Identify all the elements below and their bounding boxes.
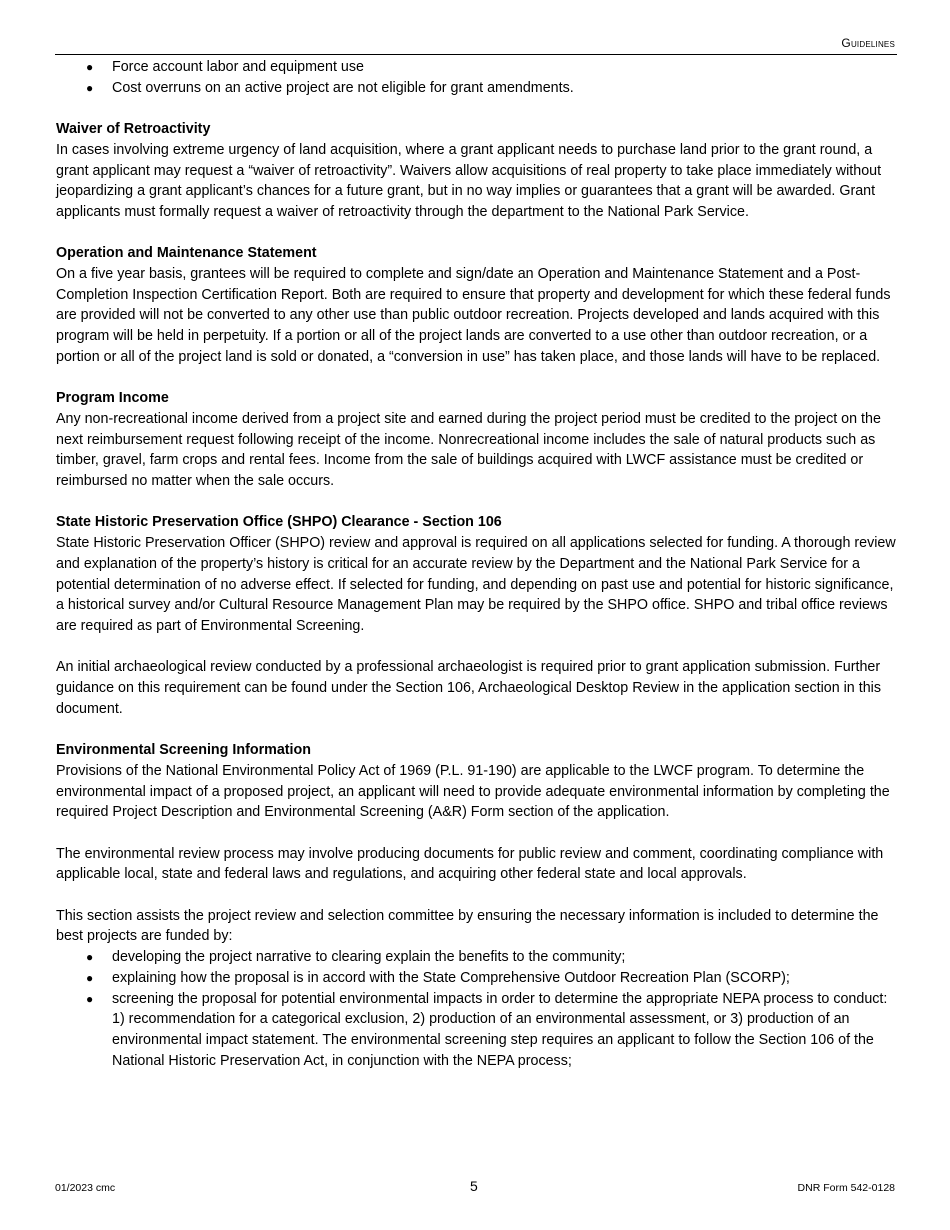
form-number: DNR Form 542-0128	[797, 1182, 895, 1194]
document-body	[56, 57, 898, 1071]
page-number: 5	[470, 1178, 478, 1194]
header-title: Guidelines	[841, 36, 895, 50]
section-body-om: On a five year basis, grantees will be required to complete and sign/date an Operation and Maintenance Statement and a Post-Completion Inspection Certification Report. Both are required to ensure that property and development for which these federal funds are provided will not be converted to any other use than public outdoor recreation. Projects developed and lands acquired with this program will be held in perpetuity. If a portion or all of the project lands are converted to a use other than outdoor recreation, or a portion or all of the project land is sold or donated, a “conversion in use” has taken place, and those lands will have to be replaced.	[56, 266, 891, 365]
list-item: ● Cost overruns on an active project are not eligible for grant amendments.	[56, 78, 898, 99]
section-body-waiver: In cases involving extreme urgency of land acquisition, where a grant applicant needs to purchase land prior to the grant round, a grant applicant may request a “waiver of retroactivity”. Waivers allow acquisitions of real property to take place immediately without jeopardizing a grant applicant’s chances for a future grant, but in no way implies or guarantees that a grant will be awarded. Grant applicants must formally request a waiver of retroactivity through the department to the National Park Service.	[56, 141, 882, 220]
bullet-icon: ●	[86, 950, 94, 965]
section-heading-shpo: State Historic Preservation Office (SHPO) Clearance - Section 106	[56, 514, 502, 531]
section-heading-env: Environmental Screening Information	[56, 742, 311, 759]
section-heading-om: Operation and Maintenance Statement	[56, 245, 317, 262]
bullet-icon: ●	[86, 970, 94, 985]
bullet-icon: ●	[86, 991, 94, 1006]
top-bullet-list	[56, 57, 898, 98]
section-body-income: Any non-recreational income derived from a project site and earned during the project period must be credited to the project on the next reimbursement request following receipt of the income. Nonrecreational income includes the sale of natural products such as timber, gravel, farm crops and rental fees. Income from the sale of buildings acquired with LWCF assistance must be credited or reimbursed no matter when the sale occurs.	[56, 410, 881, 490]
section-body-env-3: This section assists the project review and selection committee by ensuring the necessary information is included to determine the best projects are funded by:	[56, 907, 879, 945]
section-body-env-1: Provisions of the National Environmental Policy Act of 1969 (P.L. 91-190) are applicable to the LWCF program. To determine the environmental impact of a proposed project, an applicant will need to provide adequate environmental information by completing the required Project Description and Environmental Screening (A&R) Form section of the application.	[56, 762, 890, 821]
page-header	[55, 35, 897, 55]
list-item: ● explaining how the proposal is in accord with the State Comprehensive Outdoor Recreation Plan (SCORP);	[56, 968, 898, 989]
env-bullet-list	[56, 947, 898, 1071]
list-item: ● Force account labor and equipment use	[56, 57, 898, 78]
footer-date: 01/2023 cmc	[55, 1182, 116, 1194]
section-body-env-2: The environmental review process may involve producing documents for public review and comment, coordinating compliance with applicable local, state and federal laws and regulations, and acquiring other federal state and local approvals.	[56, 845, 884, 883]
bullet-icon: ●	[86, 60, 94, 74]
section-body-shpo-1: State Historic Preservation Officer (SHPO) review and approval is required on all applications selected for funding. A thorough review and explanation of the property’s history is critical for an accurate review by the Department and the National Park Service for a potential determination of no adverse effect. If selected for funding, and depending on past use and potential for historic significance, a historical survey and/or Cultural Resource Management Plan may be required by the SHPO office. SHPO and tribal office reviews are required as part of Environmental Screening.	[56, 535, 896, 634]
section-heading-waiver: Waiver of Retroactivity	[56, 121, 211, 138]
list-item: ● screening the proposal for potential environmental impacts in order to determine the appropriate NEPA process to conduct: 1) recommendation for a categorical exclusion, 2) production of an environmental assessment, or 3) production of an environmental impact statement. The environmental screening step requires an applicant to follow the Section 106 of the National Historic Preservation Act, in conjunction with the NEPA process;	[86, 990, 888, 1069]
section-heading-income: Program Income	[56, 390, 169, 407]
page-footer	[55, 1178, 897, 1198]
section-body-shpo-2: An initial archaeological review conducted by a professional archaeologist is required prior to grant application submission. Further guidance on this requirement can be found under the Section 106, Archaeological Desktop Review in the application section in this document.	[56, 659, 881, 717]
bullet-icon: ●	[86, 80, 94, 95]
list-item: ● developing the project narrative to clearing explain the benefits to the community;	[56, 947, 898, 968]
